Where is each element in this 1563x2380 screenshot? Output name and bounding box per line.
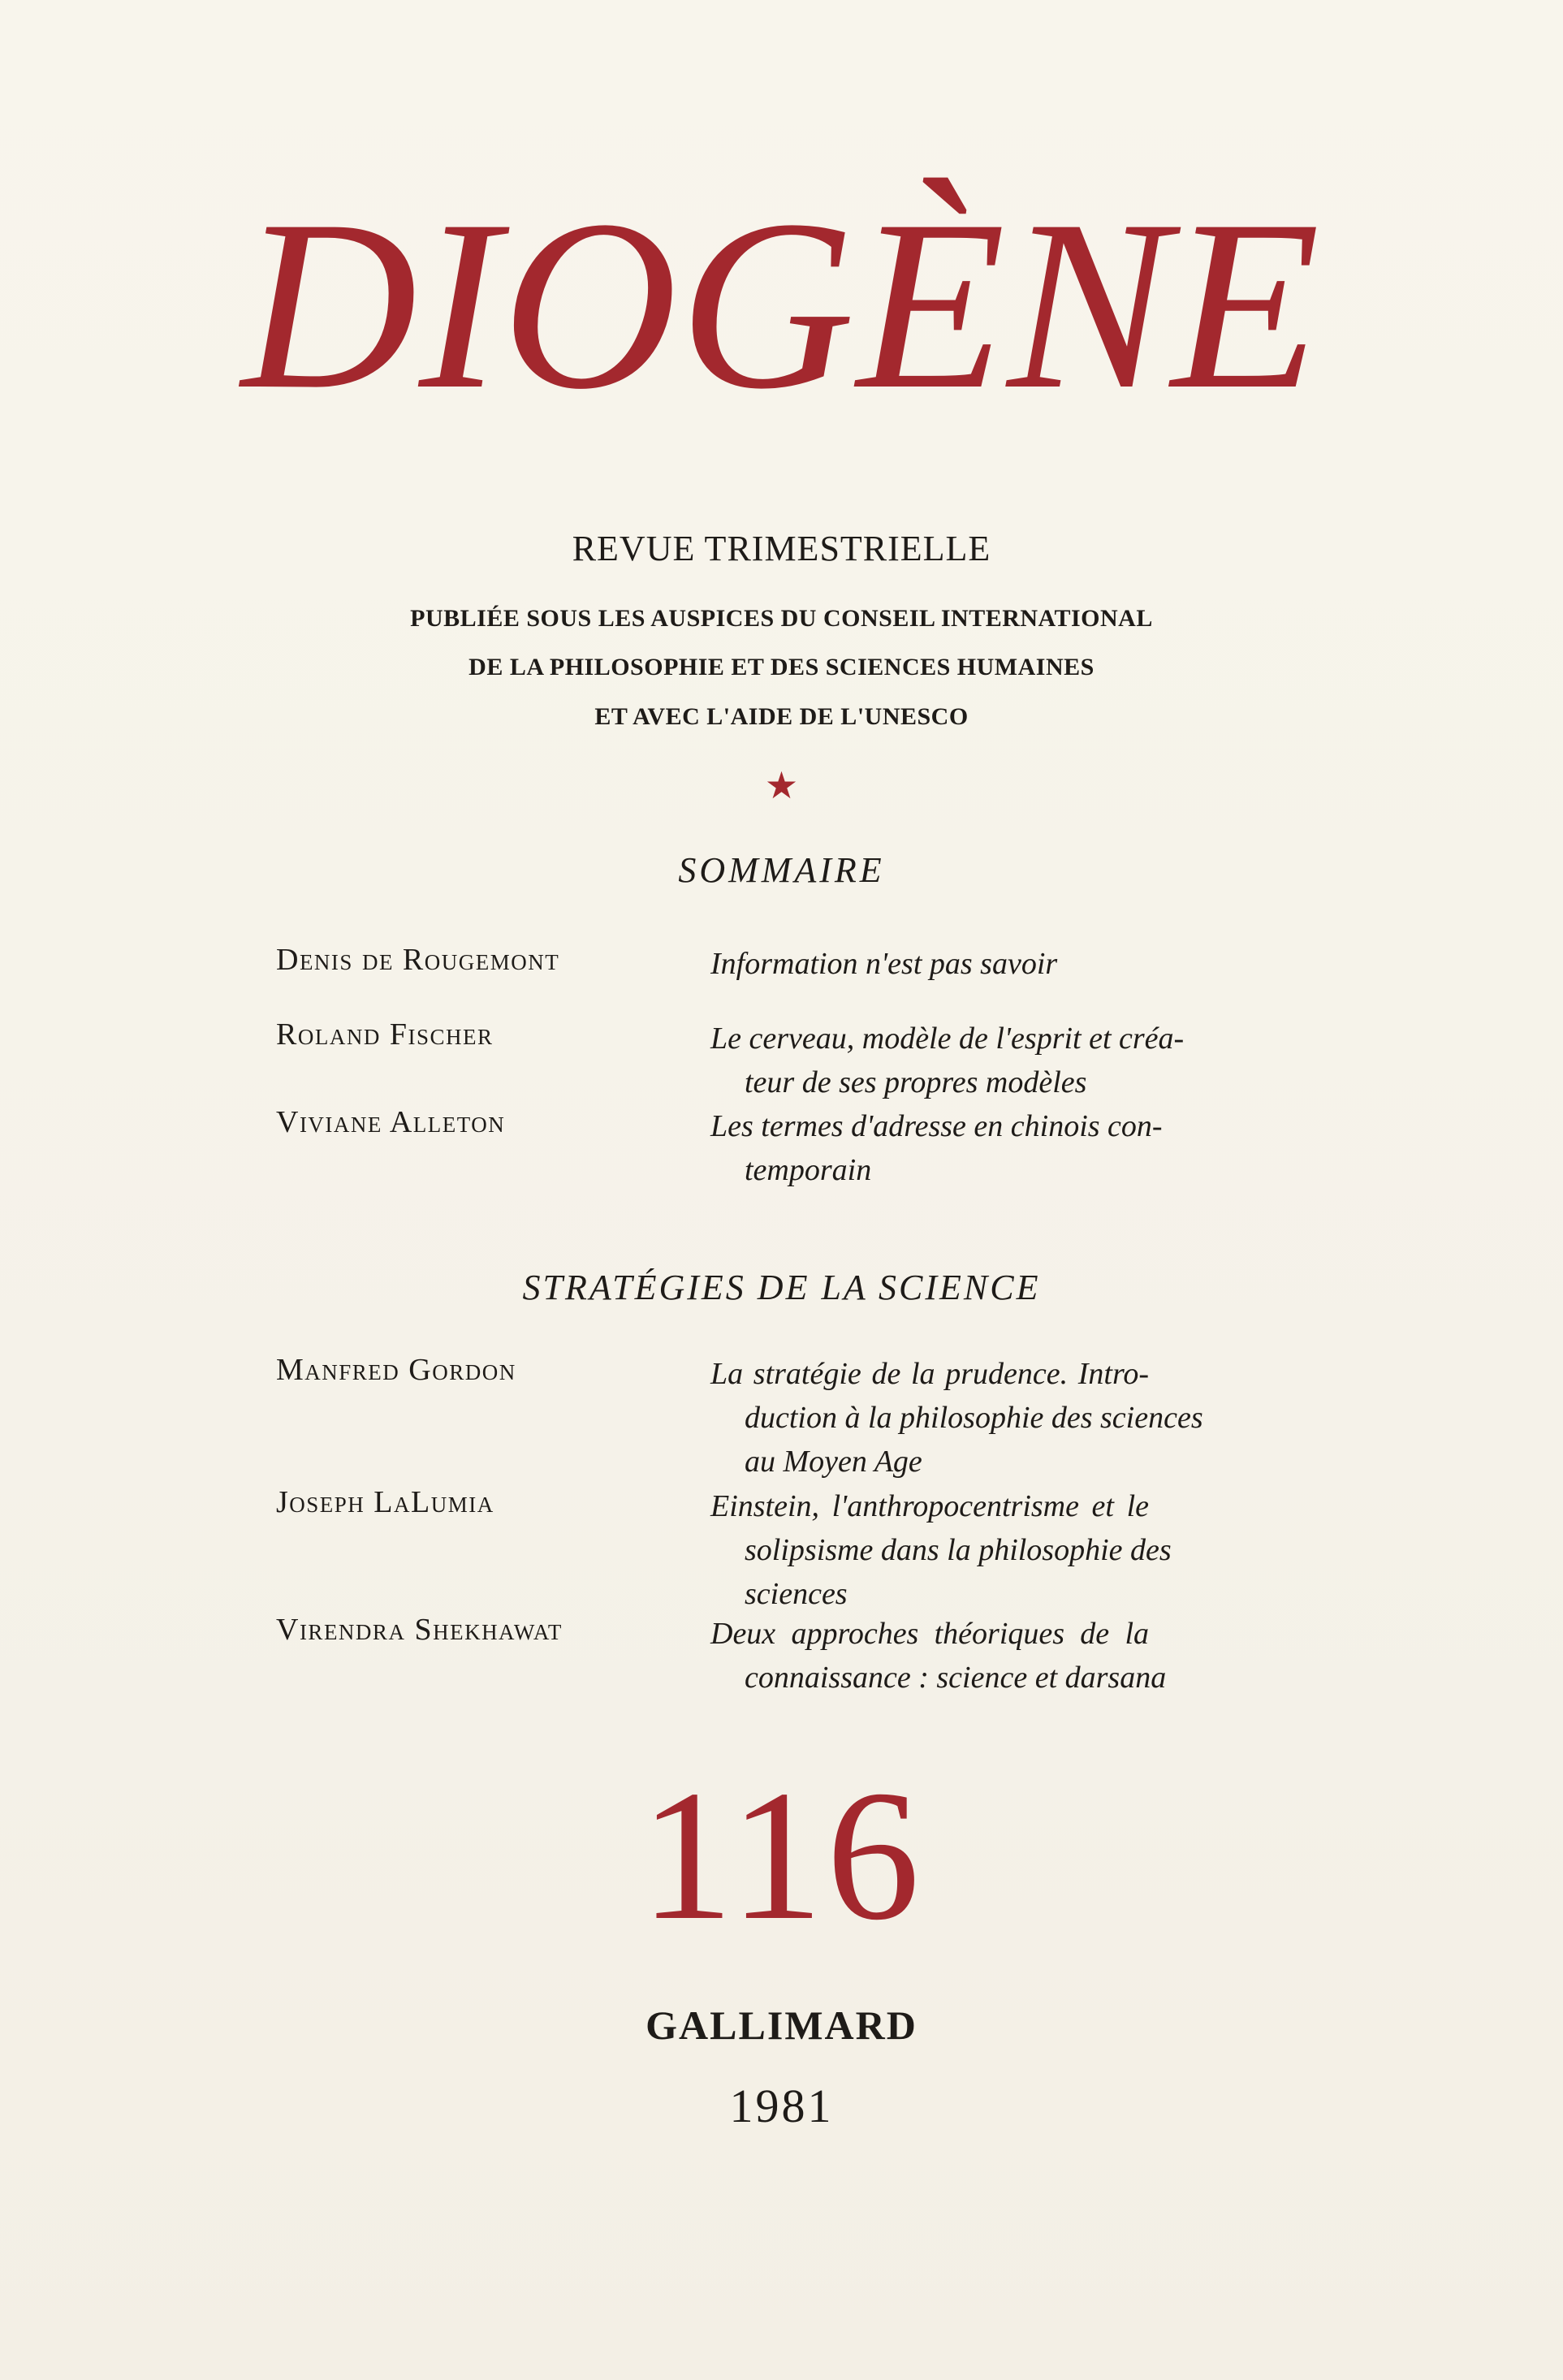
- sponsor-line-1: PUBLIÉE SOUS LES AUSPICES DU CONSEIL INTERNATIONAL: [410, 605, 1153, 632]
- toc-author: Virendra Shekhawat: [276, 1613, 563, 1647]
- toc-title-line: Les termes d'adresse en chinois con-: [710, 1109, 1163, 1143]
- toc-article-title: [710, 1484, 1172, 1616]
- toc-title-line: teur de ses propres modèles: [745, 1065, 1087, 1099]
- toc-article-title: [710, 942, 1149, 986]
- journal-subtitle: REVUE TRIMESTRIELLE: [572, 529, 991, 568]
- sponsor-line-2: DE LA PHILOSOPHIE ET DES SCIENCES HUMAINES: [468, 654, 1095, 680]
- toc-author: Joseph LaLumia: [276, 1485, 494, 1519]
- toc-title-line: connaissance : science et darsana: [745, 1661, 1167, 1695]
- toc-title-line: Deux approches théoriques de la: [710, 1617, 1149, 1651]
- journal-title: DIOGÈNE: [241, 170, 1322, 439]
- toc-author: Manfred Gordon: [276, 1353, 516, 1387]
- toc-title-line: La stratégie de la prudence. Intro-: [710, 1357, 1149, 1391]
- toc-author: Roland Fischer: [276, 1017, 494, 1052]
- section-heading-sommaire: SOMMAIRE: [678, 850, 885, 890]
- toc-article-title: [710, 1017, 1185, 1104]
- toc-title-line: solipsisme dans la philosophie des: [745, 1533, 1172, 1567]
- toc-title-line: duction à la philosophie des sciences: [745, 1401, 1203, 1435]
- publisher-name: GALLIMARD: [645, 2002, 918, 2048]
- toc-title-line: au Moyen Age: [745, 1445, 922, 1479]
- section-heading-strategies: STRATÉGIES DE LA SCIENCE: [522, 1268, 1041, 1307]
- toc-author: Denis de Rougemont: [276, 943, 560, 977]
- star-icon: ★: [764, 765, 799, 806]
- toc-article-title: [710, 1612, 1167, 1700]
- toc-article-title: [710, 1352, 1203, 1484]
- toc-title-line: temporain: [745, 1153, 872, 1187]
- toc-title-line: sciences: [745, 1577, 848, 1611]
- toc-article-title: [710, 1104, 1163, 1192]
- toc-author: Viviane Alleton: [276, 1105, 506, 1139]
- publication-year: 1981: [729, 2080, 834, 2132]
- sponsor-line-3: ET AVEC L'AIDE DE L'UNESCO: [594, 703, 969, 730]
- issue-number: 116: [640, 1752, 923, 1959]
- toc-title-line: Einstein, l'anthropocentrisme et le: [710, 1489, 1149, 1523]
- toc-title-line: Le cerveau, modèle de l'esprit et créa-: [710, 1022, 1185, 1056]
- toc-title-line: Information n'est pas savoir: [710, 947, 1058, 981]
